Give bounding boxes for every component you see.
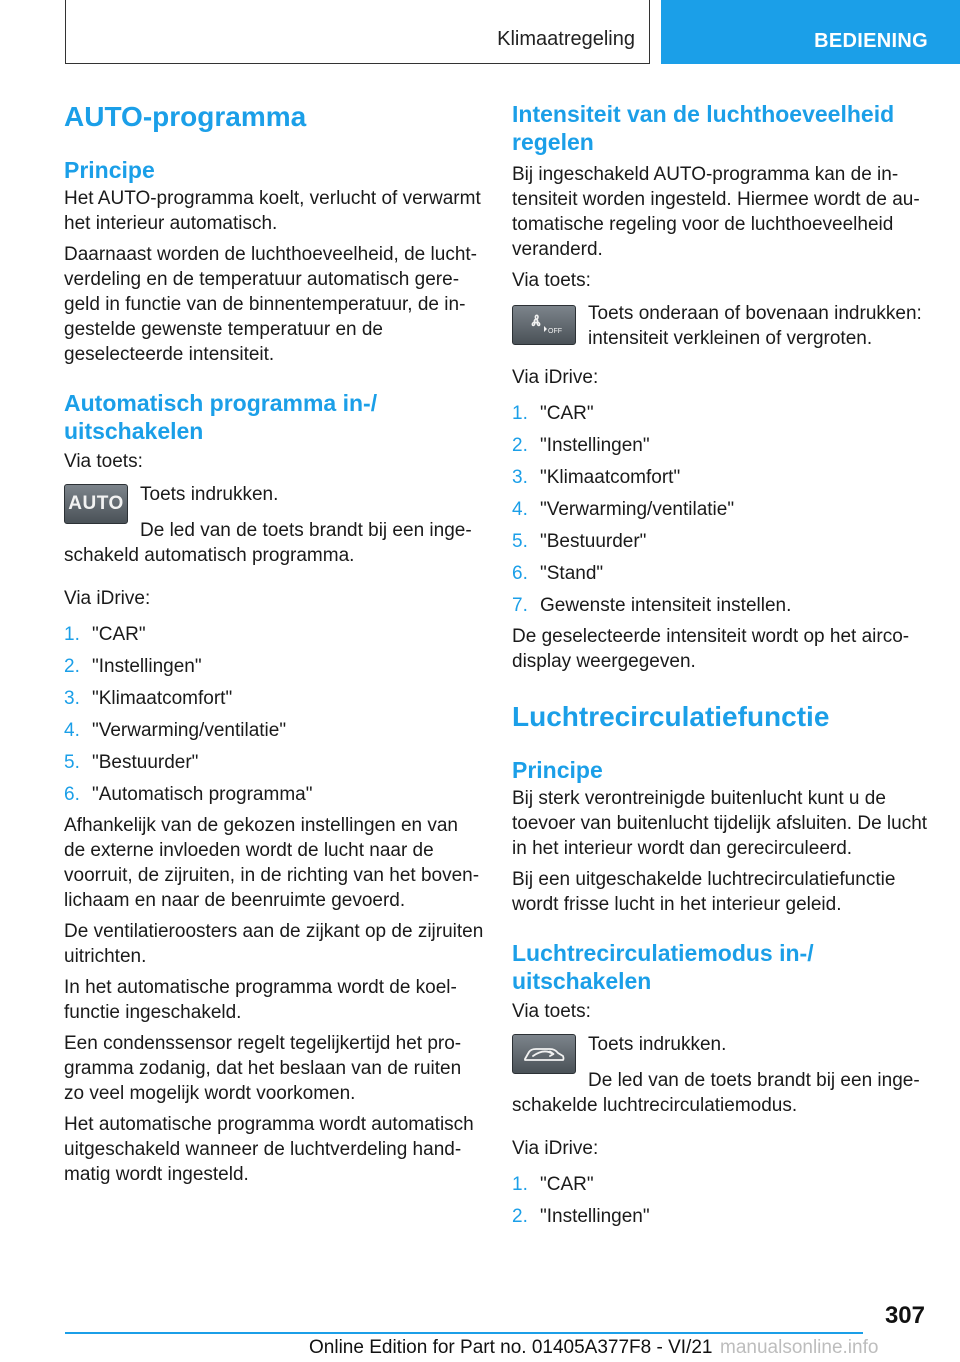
recirc-paragraph-1: Bij sterk verontreinigde buitenlucht kunt u de toevoer van buitenlucht tijdelijk afsluiten. De lucht in het interieur wordt dan gerecirculeerd.	[512, 788, 928, 859]
principle-heading: Principe	[64, 157, 155, 183]
recirculation-car-icon	[512, 1034, 576, 1074]
recirc-onoff-heading: Luchtrecirculatiemodus in-/ uitschakelen	[512, 940, 814, 994]
right-column	[512, 100, 930, 1233]
recirculation-title: Luchtrecirculatiefunctie	[512, 701, 830, 732]
list-item: 2. "Instellingen"	[512, 1206, 650, 1227]
list-item: 5. "Bestuurder"	[64, 752, 199, 773]
list-item: 3. "Klimaatcomfort"	[512, 467, 681, 488]
edition-note: Online Edition for Part no. 01405A377F8 - VI/21	[309, 1337, 713, 1358]
list-item: 1. "CAR"	[512, 403, 594, 424]
recirc-led-text: De led van de toets brandt bij een ingeschakelde luchtrecirculatiemodus.	[512, 1070, 920, 1116]
auto-program-title: AUTO-programma	[64, 101, 307, 132]
list-item: 2. "Instellingen"	[64, 656, 202, 677]
recirc-paragraph-2: Bij een uitgeschakelde luchtrecirculatiefunctie wordt frisse lucht in het interieur geleid.	[512, 869, 896, 915]
intensity-heading: Intensiteit van de luchthoeveelheid regelen	[512, 101, 895, 155]
recirc-idrive-steps	[512, 1169, 930, 1233]
section-title: BEDIENING	[814, 30, 928, 52]
via-idrive-label-2: Via iDrive:	[512, 1138, 599, 1159]
recirc-principle-heading: Principe	[512, 757, 603, 783]
intensity-paragraph-1: Bij ingeschakeld AUTO-programma kan de intensiteit worden ingesteld. Hiermee wordt de automatische regeling voor de luchthoeveelheid veranderd.	[512, 164, 920, 260]
recirc-press-text: Toets indrukken.	[588, 1034, 727, 1055]
via-button-label: Via toets:	[64, 451, 143, 472]
airflow-paragraph: Afhankelijk van de gekozen instellingen en van de externe invloeden wordt de lucht naar de voorruit, de zijruiten, in de richting van het bovenlichaam en naar de beenruimte gevoerd.	[64, 815, 480, 911]
svg-text:OFF: OFF	[548, 328, 562, 335]
list-item: 1. "CAR"	[512, 1174, 594, 1195]
via-idrive-label: Via iDrive:	[64, 588, 151, 609]
auto-onoff-heading: Automatisch programma in-/ uitschakelen	[64, 390, 378, 444]
intensity-idrive-steps	[512, 398, 930, 622]
list-item: 1. "CAR"	[64, 624, 146, 645]
chapter-title: Klimaatregeling	[497, 28, 635, 50]
principle-paragraph-2: Daarnaast worden de luchthoeveelheid, de luchtverdeling en de temperatuur automatisch geregeld in functie van de binnentemperatuur, de ingestelde gewenste temperatuur en de geselecteerde intensiteit.	[64, 244, 477, 365]
auto-press-text: Toets indrukken.	[140, 484, 279, 505]
via-idrive-label: Via iDrive:	[512, 367, 599, 388]
list-item: 2. "Instellingen"	[512, 435, 650, 456]
list-item: 4. "Verwarming/ventilatie"	[64, 720, 287, 741]
auto-led-text: De led van de toets brandt bij een ingeschakeld automatisch programma.	[64, 520, 472, 566]
list-item: 3. "Klimaatcomfort"	[64, 688, 233, 709]
footer-divider	[65, 1332, 863, 1334]
list-item: 6. "Automatisch programma"	[64, 784, 313, 805]
auto-key-row	[64, 482, 484, 532]
via-button-label: Via toets:	[512, 270, 591, 291]
header-chapter-box	[65, 0, 650, 64]
list-item: 7. Gewenste intensiteit instellen.	[512, 595, 792, 616]
auto-key-label: AUTO	[68, 493, 124, 514]
vents-paragraph: De ventilatieroosters aan de zijkant op de zijruiten uitrichten.	[64, 921, 484, 967]
page-number: 307	[884, 1302, 925, 1329]
via-button-label-2: Via toets:	[512, 1001, 591, 1022]
auto-idrive-steps	[64, 619, 484, 811]
list-item: 6. "Stand"	[512, 563, 604, 584]
header-section-tab	[661, 0, 960, 64]
principle-paragraph-1: Het AUTO-programma koelt, verlucht of verwarmt het interieur automatisch.	[64, 188, 481, 234]
fan-key-row	[512, 301, 930, 351]
fan-text: Toets onderaan of bovenaan indrukken: intensiteit verkleinen of vergroten.	[588, 303, 922, 349]
watermark-site: manualsonline.info	[720, 1337, 879, 1358]
left-column	[64, 100, 484, 1187]
recirc-key-row	[512, 1032, 930, 1082]
auto-button-icon	[64, 484, 128, 524]
list-item: 5. "Bestuurder"	[512, 531, 647, 552]
cooling-paragraph: In het automatische programma wordt de koelfunctie ingeschakeld.	[64, 977, 457, 1023]
auto-off-paragraph: Het automatische programma wordt automatisch uitgeschakeld wanneer de luchtverdeling handmatig wordt ingesteld.	[64, 1114, 474, 1185]
list-item: 4. "Verwarming/ventilatie"	[512, 499, 735, 520]
intensity-paragraph-2: De geselecteerde intensiteit wordt op het aircodisplay weergegeven.	[512, 626, 910, 672]
fan-button-icon	[512, 305, 576, 345]
condensation-paragraph: Een condenssensor regelt tegelijkertijd het programma zodanig, dat het beslaan van de ruiten zo veel mogelijk wordt voorkomen.	[64, 1033, 462, 1104]
